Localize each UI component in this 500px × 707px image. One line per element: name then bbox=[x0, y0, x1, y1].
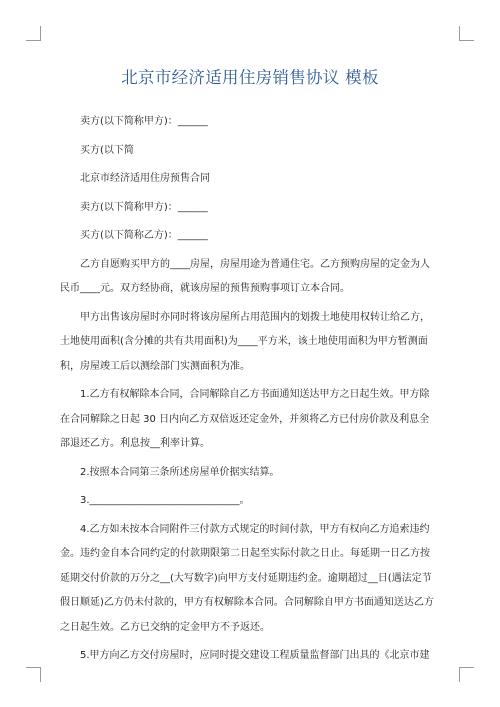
paragraph-line: 乙方自愿购买甲方的____房屋，房屋用途为普通住宅。乙方预购房屋的定金为人 bbox=[80, 258, 430, 270]
clause-5 bbox=[60, 644, 448, 669]
paragraph-line: 之日起生效。乙方已交纳的定金甲方不予返还。 bbox=[60, 621, 270, 633]
crop-mark-top-left bbox=[26, 26, 41, 41]
paragraph-deposit bbox=[60, 253, 448, 302]
crop-mark-bottom-left bbox=[26, 667, 41, 682]
paragraph-line: 3.______________________________。 bbox=[80, 495, 250, 506]
buyer-line: 买方(以下简称乙方)：______ bbox=[80, 230, 208, 241]
paragraph-line: 部退还乙方。利息按__利率计算。 bbox=[60, 438, 210, 449]
crop-mark-top-right bbox=[459, 26, 474, 41]
clause-3 bbox=[60, 489, 448, 514]
paragraph-line: 金。违约金自本合同约定的付款期限第二日起至实际付款之日止。每延期一日乙方按 bbox=[60, 548, 430, 559]
paragraph-line: 1.乙方有权解除本合同，合同解除自乙方书面通知送达甲方之日起生效。甲方除 bbox=[80, 389, 430, 400]
paragraph-line: 假日顺延)乙方仍未付款的，甲方有权解除本合同。合同解除自甲方书面通知送达乙方 bbox=[60, 597, 434, 608]
clause-1 bbox=[60, 383, 448, 457]
paragraph-line: 民币____元。双方经协商，就该房屋的预售预购事项订立本合同。 bbox=[60, 283, 350, 294]
paragraph-line: 积，房屋竣工后以测绘部门实测面积为准。 bbox=[60, 360, 250, 372]
seller-line-2: 卖方(以下简称甲方)：______ bbox=[80, 201, 208, 213]
paragraph-line: 土地使用面积(含分摊的共有共用面积)为____平方米，该土地使用面积为甲方暂测面 bbox=[60, 336, 428, 347]
clause-4 bbox=[60, 518, 448, 641]
contract-subtitle: 北京市经济适用住房预售合同 bbox=[80, 173, 210, 184]
paragraph-line: 5.甲方向乙方交付房屋时，应同时提交建设工程质量监督部门出具的《北京市建 bbox=[80, 650, 430, 661]
paragraph-line: 2.按照本合同第三条所述房屋单价据实结算。 bbox=[80, 466, 280, 478]
paragraph-land-use bbox=[60, 306, 448, 380]
clause-2 bbox=[60, 461, 448, 486]
paragraph-line: 在合同解除之日起 30 日内向乙方双倍返还定金外，并须将乙方已付房价款及利息全 bbox=[60, 413, 430, 425]
seller-line: 卖方(以下简称甲方)：______ bbox=[80, 116, 208, 127]
buyer-line-truncated: 买方(以下简 bbox=[80, 144, 134, 156]
document-body bbox=[60, 110, 448, 669]
paragraph-line: 4.乙方如未按本合同附件三付款方式规定的时间付款，甲方有权向乙方追索违约 bbox=[80, 523, 430, 535]
paragraph-line: 甲方出售该房屋时亦同时将该房屋所占用范围内的划拨土地使用权转让给乙方， bbox=[80, 311, 430, 323]
document-title: 北京市经济适用住房销售协议 模板 bbox=[121, 68, 379, 87]
paragraph-line: 延期交付价款的万分之__(大写数字)向甲方支付延期违约金。逾期超过__日(遇法定节 bbox=[60, 572, 432, 584]
crop-mark-bottom-right bbox=[459, 667, 474, 682]
